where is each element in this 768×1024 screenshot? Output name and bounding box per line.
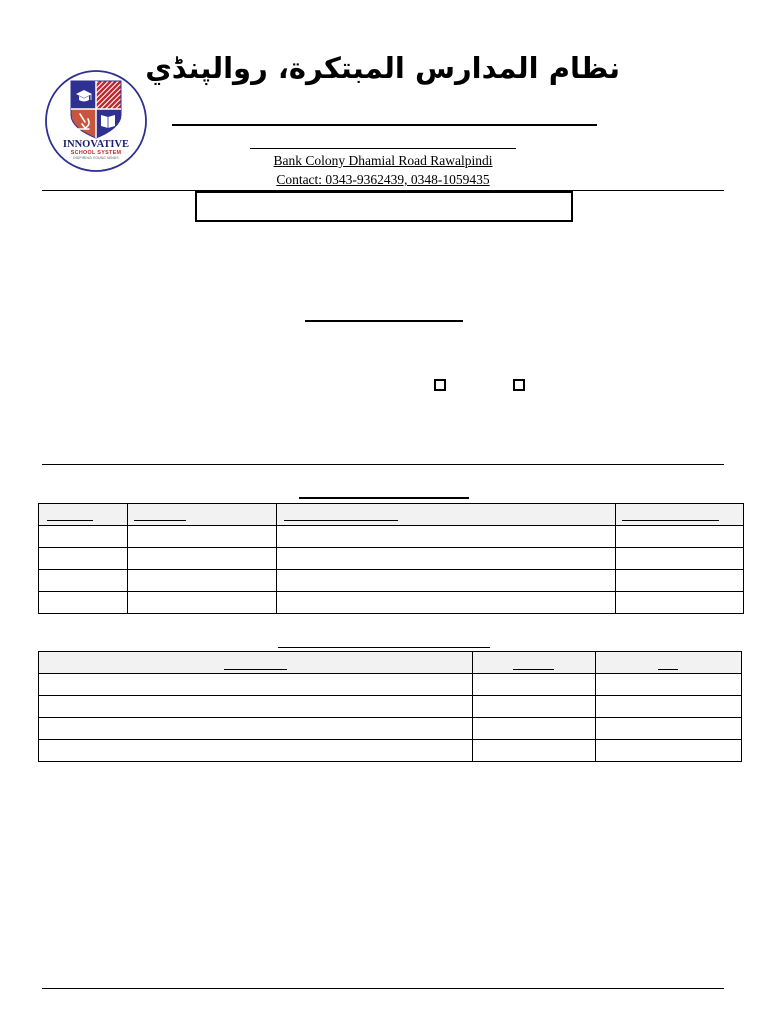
- heading-underline: [305, 320, 463, 322]
- column-header-label: [284, 520, 398, 521]
- form-title-box: [195, 191, 573, 222]
- table-cell: [616, 548, 744, 570]
- column-header-label: [622, 520, 719, 521]
- form-table-1: [38, 503, 744, 614]
- column-header: [616, 504, 744, 526]
- table-cell: [39, 674, 473, 696]
- table-cell: [277, 526, 616, 548]
- column-header: [277, 504, 616, 526]
- table-row: [39, 570, 744, 592]
- table-cell: [39, 718, 473, 740]
- column-header-label: [513, 669, 554, 670]
- table-cell: [128, 526, 277, 548]
- checkbox-option-1[interactable]: [434, 379, 446, 391]
- table-cell: [596, 674, 742, 696]
- school-address: Bank Colony Dhamial Road Rawalpindi: [273, 153, 493, 168]
- table-cell: [616, 570, 744, 592]
- column-header: [128, 504, 277, 526]
- logo-subtitle: SCHOOL SYSTEM: [70, 150, 122, 156]
- column-header-label: [134, 520, 186, 521]
- table-cell: [128, 548, 277, 570]
- table-header-row: [39, 504, 744, 526]
- table-cell: [277, 570, 616, 592]
- table-cell: [128, 592, 277, 614]
- school-logo: [44, 69, 148, 173]
- table-cell: [473, 740, 596, 762]
- column-header: [39, 652, 473, 674]
- heading-underline: [299, 497, 469, 499]
- heading-underline: [278, 647, 490, 648]
- table-row: [39, 740, 742, 762]
- table-cell: [596, 740, 742, 762]
- table-row: [39, 548, 744, 570]
- table-cell: [39, 592, 128, 614]
- table-cell: [596, 718, 742, 740]
- table-row: [39, 696, 742, 718]
- table-row: [39, 526, 744, 548]
- school-contact: Contact: 0343-9362439, 0348-1059435: [276, 172, 490, 187]
- table-cell: [473, 696, 596, 718]
- table-cell: [473, 718, 596, 740]
- table-cell: [277, 548, 616, 570]
- checkbox-option-2[interactable]: [513, 379, 525, 391]
- table-cell: [616, 526, 744, 548]
- table-row: [39, 592, 744, 614]
- table-cell: [473, 674, 596, 696]
- table-cell: [39, 740, 473, 762]
- school-name-title: نظام المدارس المبتكرة، روالپنڈي: [145, 51, 620, 85]
- section-divider: [42, 464, 724, 465]
- table-cell: [596, 696, 742, 718]
- table-cell: [39, 696, 473, 718]
- column-header: [39, 504, 128, 526]
- table-cell: [616, 592, 744, 614]
- column-header: [473, 652, 596, 674]
- form-table-2: [38, 651, 742, 762]
- table-cell: [39, 548, 128, 570]
- table-row: [39, 718, 742, 740]
- table-cell: [128, 570, 277, 592]
- table-cell: [277, 592, 616, 614]
- title-underline: [172, 124, 597, 126]
- table-cell: [39, 570, 128, 592]
- column-header-label: [47, 520, 93, 521]
- address-rule: [250, 148, 516, 149]
- column-header-label: [224, 669, 287, 670]
- column-header-label: [658, 669, 678, 670]
- table-row: [39, 674, 742, 696]
- logo-name: INNOVATIVE: [62, 139, 130, 150]
- table-header-row: [39, 652, 742, 674]
- footer-divider: [42, 988, 724, 989]
- table-cell: [39, 526, 128, 548]
- logo-tagline: INSPIRING YOUNG MINDS: [73, 156, 119, 160]
- column-header: [596, 652, 742, 674]
